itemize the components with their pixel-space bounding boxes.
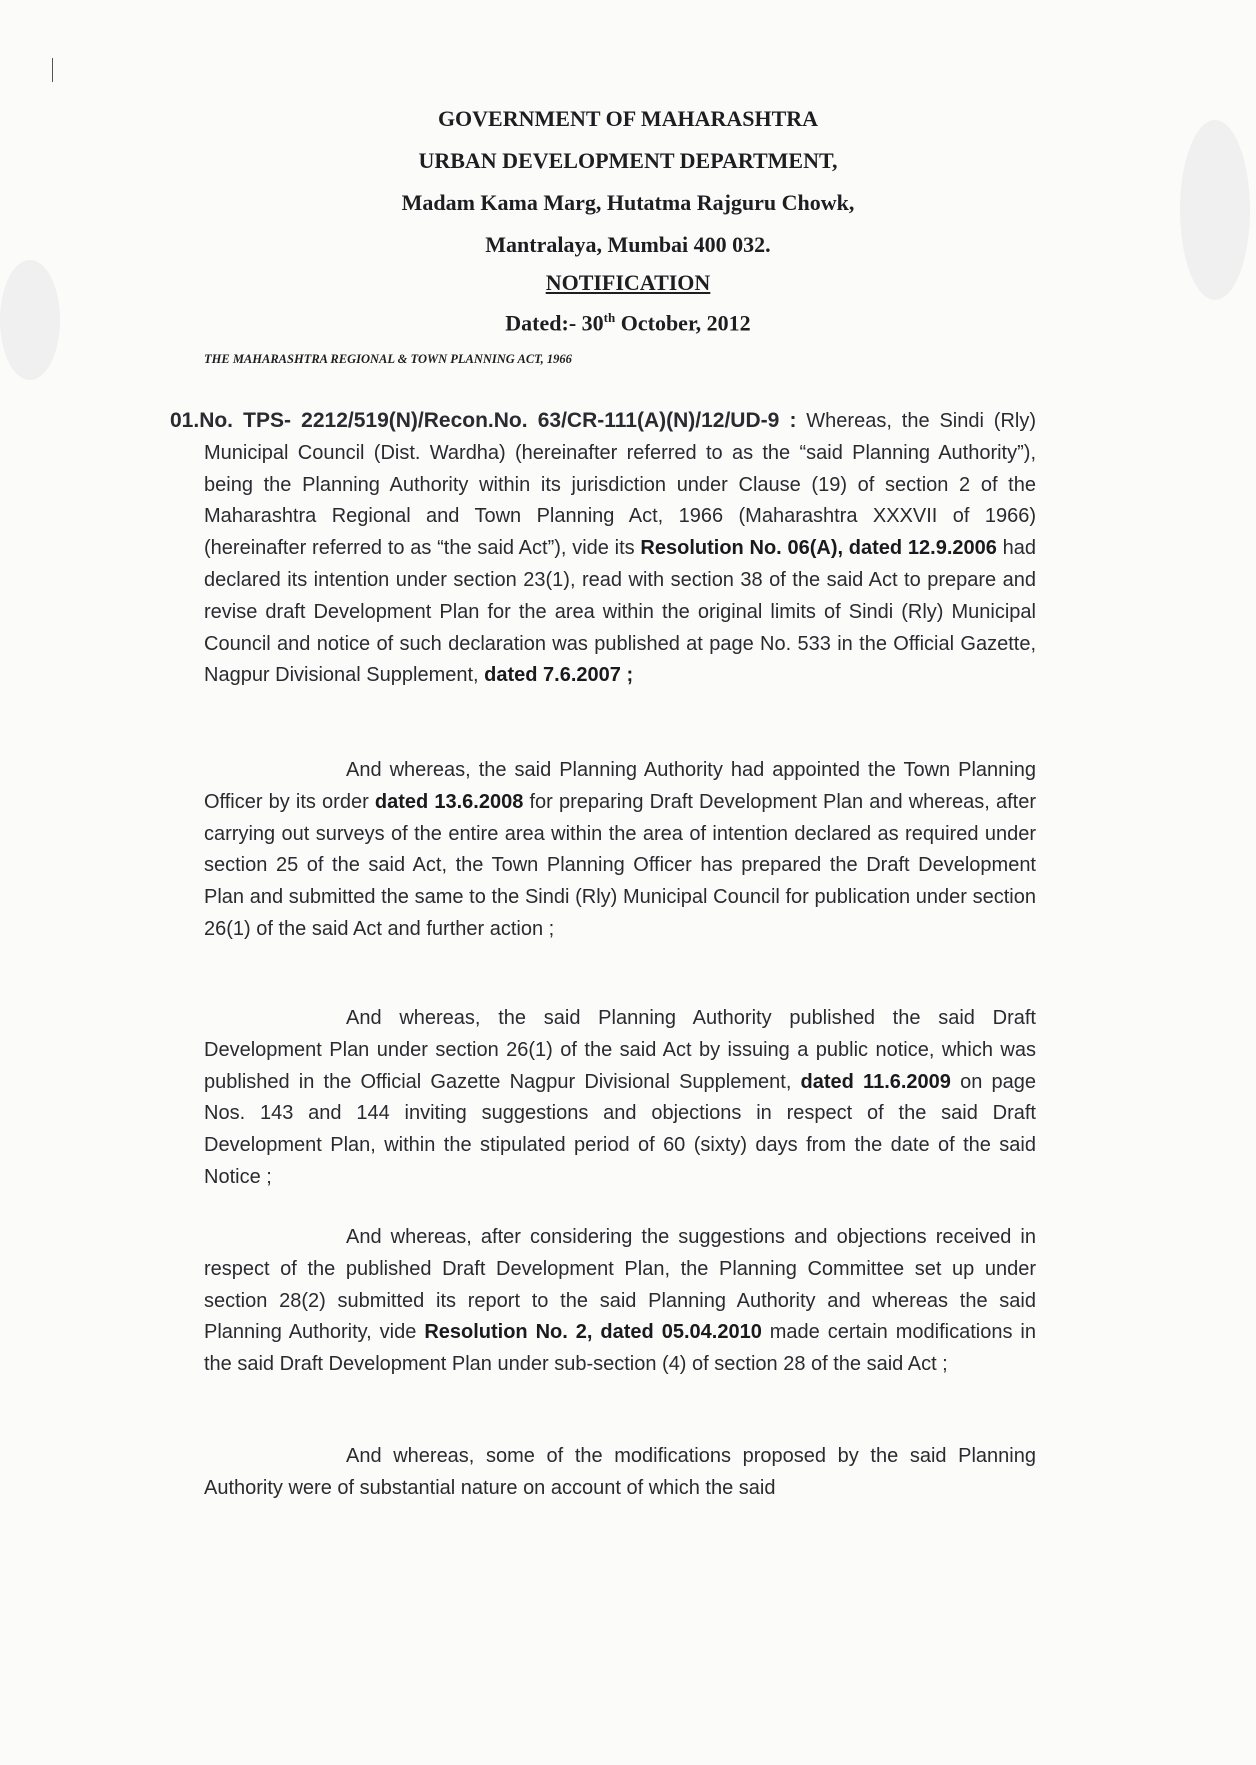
paragraph-4-text-a: And whereas, after considering the suggestions and objections received in respect of the published Draft Development Plan, the Planning Committee set up under section 28(2) submitted its report to the said Planning Authority and whereas the said Planning Authority, vide [204, 1226, 1036, 1344]
paragraph-1-resolution: Resolution No. 06(A), dated 12.9.2006 [640, 537, 997, 560]
paragraph-1-date: dated 7.6.2007 ; [484, 664, 634, 687]
paragraph-2-date: dated 13.6.2008 [374, 790, 524, 813]
paragraph-5 [204, 1441, 1036, 1505]
date-prefix: Dated:- 30 [505, 310, 604, 336]
paragraph-1-number: 01.No. TPS- 2212/519(N)/Recon.No. 63/CR-111(A)(N)/12/UD-9 : [170, 409, 797, 432]
paragraph-5-text: And whereas, some of the modifications proposed by the said Planning Authority were of substantial nature on account of which the said [204, 1445, 1036, 1499]
paragraph-1-text-b: had declared its intention under section 23(1), read with section 38 of the said Act to prepare and revise draft Development Plan for the area within the original limits of Sindi (Rly) Municipal Council and notice of such declaration was published at page No. 533 in the Official Gazette, Nagpur Divisional Supplement, [204, 537, 1036, 687]
paragraph-3 [204, 1003, 1036, 1194]
header-address-city: Mantralaya, Mumbai 400 032. [485, 232, 771, 257]
paragraph-1-text-a: Whereas, the Sindi (Rly) Municipal Council (Dist. Wardha) (hereinafter referred to as the “said Planning Authority”), being the Planning Authority within its jurisdiction under Clause (19) of section 2 of the Maharashtra Regional and Town Planning Act, 1966 (Maharashtra XXXVII of 1966) (hereinafter referred to as “the said Act”), vide its [204, 410, 1036, 560]
paragraph-4 [204, 1222, 1036, 1381]
paragraph-3-date: dated 11.6.2009 [800, 1070, 951, 1093]
notification-title: NOTIFICATION [545, 270, 711, 295]
paragraph-3-text-b: on page Nos. 143 and 144 inviting suggestions and objections in respect of the said Draft Development Plan, within the stipulated period of 60 (sixty) days from the date of the said Notice ; [204, 1070, 1036, 1188]
notification-date [0, 310, 1256, 336]
paragraph-4-text-b: made certain modifications in the said Draft Development Plan under sub-section (4) of section 28 of the said Act ; [204, 1321, 1036, 1376]
paragraph-3-text-a: And whereas, the said Planning Authority published the said Draft Development Plan under section 26(1) of the said Act by issuing a public notice, which was published in the Official Gazette Nagpur Divisional Supplement, [204, 1007, 1036, 1093]
header-department: URBAN DEVELOPMENT DEPARTMENT, [418, 148, 838, 173]
scan-margin-mark [52, 58, 53, 82]
act-title: THE MAHARASHTRA REGIONAL & TOWN PLANNING ACT, 1966 [204, 352, 572, 366]
paragraph-2 [204, 755, 1036, 946]
header-address-street: Madam Kama Marg, Hutatma Rajguru Chowk, [401, 190, 855, 215]
date-suffix: October, 2012 [615, 310, 751, 336]
paragraph-2-text-b: for preparing Draft Development Plan and whereas, after carrying out surveys of the entire area within the area of intention declared as required under section 25 of the said Act, the Town Planning Officer has prepared the Draft Development Plan and submitted the same to the Sindi (Rly) Municipal Council for publication under section 26(1) of the said Act and further action ; [204, 790, 1037, 940]
date-ordinal: th [603, 310, 616, 325]
paragraph-2-text-a: And whereas, the said Planning Authority had appointed the Town Planning Officer by its order [204, 759, 1036, 813]
paragraph-4-resolution: Resolution No. 2, dated 05.04.2010 [424, 1321, 762, 1344]
header-government: GOVERNMENT OF MAHARASHTRA [437, 106, 819, 131]
paragraph-1 [170, 405, 1036, 692]
